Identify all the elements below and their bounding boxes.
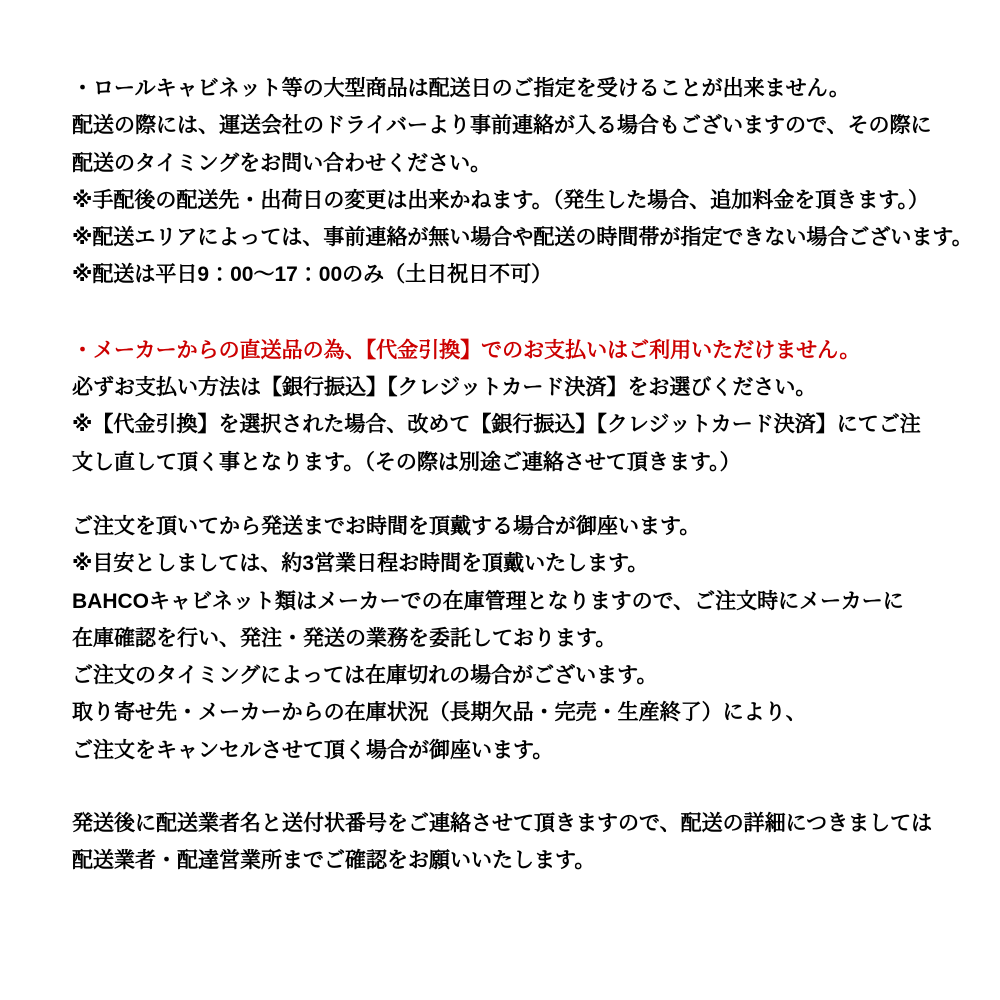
section-delivery-notice	[72, 70, 972, 294]
payment-note-line: ※【代金引換】を選択された場合、改めて【銀行振込】【クレジットカード決済】にてご注	[72, 413, 921, 437]
leadtime-text-line: ご注文をキャンセルさせて頂く場合が御座います。	[72, 738, 554, 762]
delivery-text-line: 配送の際には、運送会社のドライバーより事前連絡が入る場合もございますので、その際に	[72, 114, 932, 138]
leadtime-text-line: 取り寄せ先・メーカーからの在庫状況（長期欠品・完売・生産終了）により、	[72, 701, 807, 725]
section-tracking-notice	[72, 805, 972, 880]
delivery-note-line: ※配送エリアによっては、事前連絡が無い場合や配送の時間帯が指定できない場合ございます。	[72, 226, 973, 250]
payment-text-line: 必ずお支払い方法は【銀行振込】【クレジットカード決済】をお選びください。	[72, 376, 817, 400]
delivery-bullet-line: ・ロールキャビネット等の大型商品は配送日のご指定を受けることが出来ません。	[72, 77, 850, 100]
delivery-note-line: ※配送は平日9：00～17：00のみ（土日祝日不可）	[72, 263, 553, 287]
leadtime-note-line: ※目安としましては、約3営業日程お時間を頂戴いたします。	[72, 552, 649, 576]
leadtime-text-line: 在庫確認を行い、発注・発送の業務を委託しております。	[72, 626, 617, 650]
tracking-text-line: 発送後に配送業者名と送付状番号をご連絡させて頂きますので、配送の詳細につきましては	[72, 812, 933, 836]
delivery-note-line: ※手配後の配送先・出荷日の変更は出来かねます。（発生した場合、追加料金を頂きます。）	[72, 188, 930, 212]
section-leadtime-stock-notice	[72, 508, 972, 769]
payment-note-line: 文し直して頂く事となります。（その際は別途ご連絡させて頂きます。）	[72, 450, 741, 474]
tracking-text-line: 配送業者・配達営業所までご確認をお願いいたします。	[72, 849, 596, 873]
leadtime-text-line: ご注文のタイミングによっては在庫切れの場合がございます。	[72, 664, 658, 688]
payment-emphasis-line: ・メーカーからの直送品の為、【代金引換】でのお支払いはご利用いただけません。	[72, 338, 861, 362]
leadtime-text-line: BAHCOキャビネット類はメーカーでの在庫管理となりますので、ご注文時にメーカーに	[72, 589, 904, 613]
delivery-text-line: 配送のタイミングをお問い合わせください。	[72, 151, 492, 175]
leadtime-text-line: ご注文を頂いてから発送までお時間を頂戴する場合が御座います。	[72, 514, 701, 538]
section-payment-notice	[72, 332, 972, 481]
